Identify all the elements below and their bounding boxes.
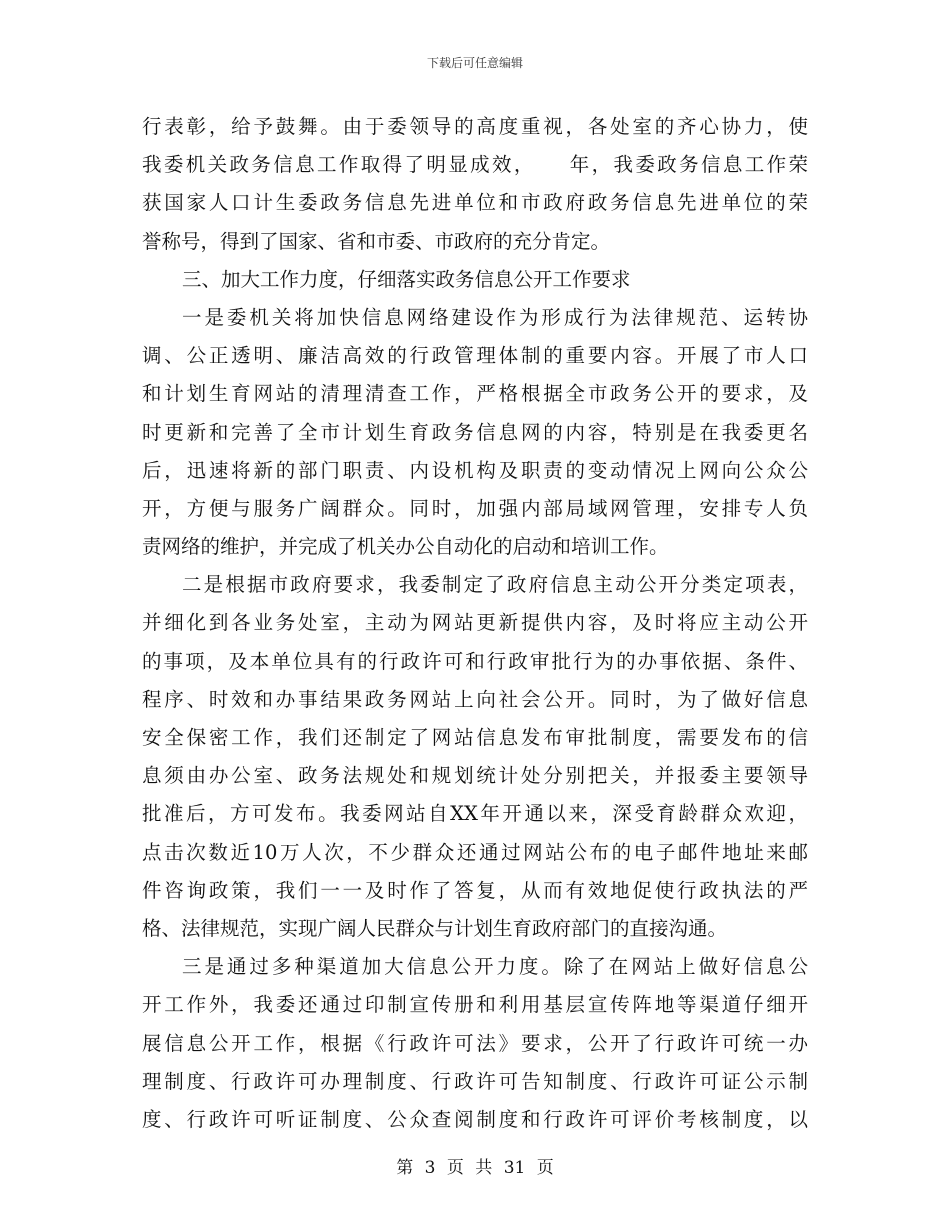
text-line: 誉称号，得到了国家、省和市委、市政府的充分肯定。 [142,229,611,253]
text-line: 后，迅速将新的部门职责、内设机构及职责的变动情况上网向公众公 [142,458,808,482]
page-header: 下载后可任意编辑 [426,56,523,70]
text-line: 理制度、行政许可办理制度、行政许可告知制度、行政许可证公示制 [142,1069,808,1093]
text-line: 开工作外，我委还通过印制宣传册和利用基层宣传阵地等渠道仔细开 [142,993,808,1017]
text-line: 行表彰，给予鼓舞。由于委领导的高度重视，各处室的齐心协力，使 [142,115,808,138]
text-line: 点击次数近10万人次，不少群众还通过网站公布的电子邮件地址来邮 [142,840,808,864]
text-line: 度、行政许可听证制度、公众查阅制度和行政许可评价考核制度，以 [142,1107,808,1131]
text-line: 一是委机关将加快信息网络建设作为形成行为法律规范、运转协 [182,305,808,329]
text-line: 的事项，及本单位具有的行政许可和行政审批行为的办事依据、条件、 [142,649,808,673]
page-footer: 第 3 页 共 31 页 [396,1158,554,1178]
text-line: 时更新和完善了全市计划生育政务信息网的内容，特别是在我委更名 [142,420,808,444]
text-line: 息须由办公室、政务法规处和规划统计处分别把关，并报委主要领导 [142,764,808,788]
text-line: 程序、时效和办事结果政务网站上向社会公开。同时，为了做好信息 [142,687,808,711]
text-line: 安全保密工作，我们还制定了网站信息发布审批制度，需要发布的信 [142,726,808,749]
text-line: 三、加大工作力度，仔细落实政务信息公开工作要求 [182,267,631,291]
document-body [142,108,808,1139]
text-line: 开，方便与服务广阔群众。同时，加强内部局域网管理，安排专人负 [142,496,808,520]
text-line: 批准后，方可发布。我委网站自XX年开通以来，深受育龄群众欢迎， [142,802,808,826]
text-line: 获国家人口计生委政务信息先进单位和市政府政务信息先进单位的荣 [142,191,808,215]
text-line: 三是通过多种渠道加大信息公开力度。除了在网站上做好信息公 [182,955,808,979]
text-line: 我委机关政务信息工作取得了明显成效， 年，我委政务信息工作荣 [142,153,808,177]
text-line: 调、公正透明、廉洁高效的行政管理体制的重要内容。开展了市人口 [142,344,808,368]
text-line: 并细化到各业务处室，主动为网站更新提供内容，及时将应主动公开 [142,611,808,635]
text-line: 格、法律规范，实现广阔人民群众与计划生育政府部门的直接沟通。 [142,916,728,940]
text-line: 件咨询政策，我们一一及时作了答复，从而有效地促使行政执法的严 [142,878,808,902]
text-line: 责网络的维护，并完成了机关办公自动化的启动和培训工作。 [142,535,669,559]
text-line: 二是根据市政府要求，我委制定了政府信息主动公开分类定项表， [182,573,808,597]
text-line: 和计划生育网站的清理清查工作，严格根据全市政务公开的要求，及 [142,382,808,406]
text-line: 展信息公开工作，根据《行政许可法》要求，公开了行政许可统一办 [142,1031,808,1055]
